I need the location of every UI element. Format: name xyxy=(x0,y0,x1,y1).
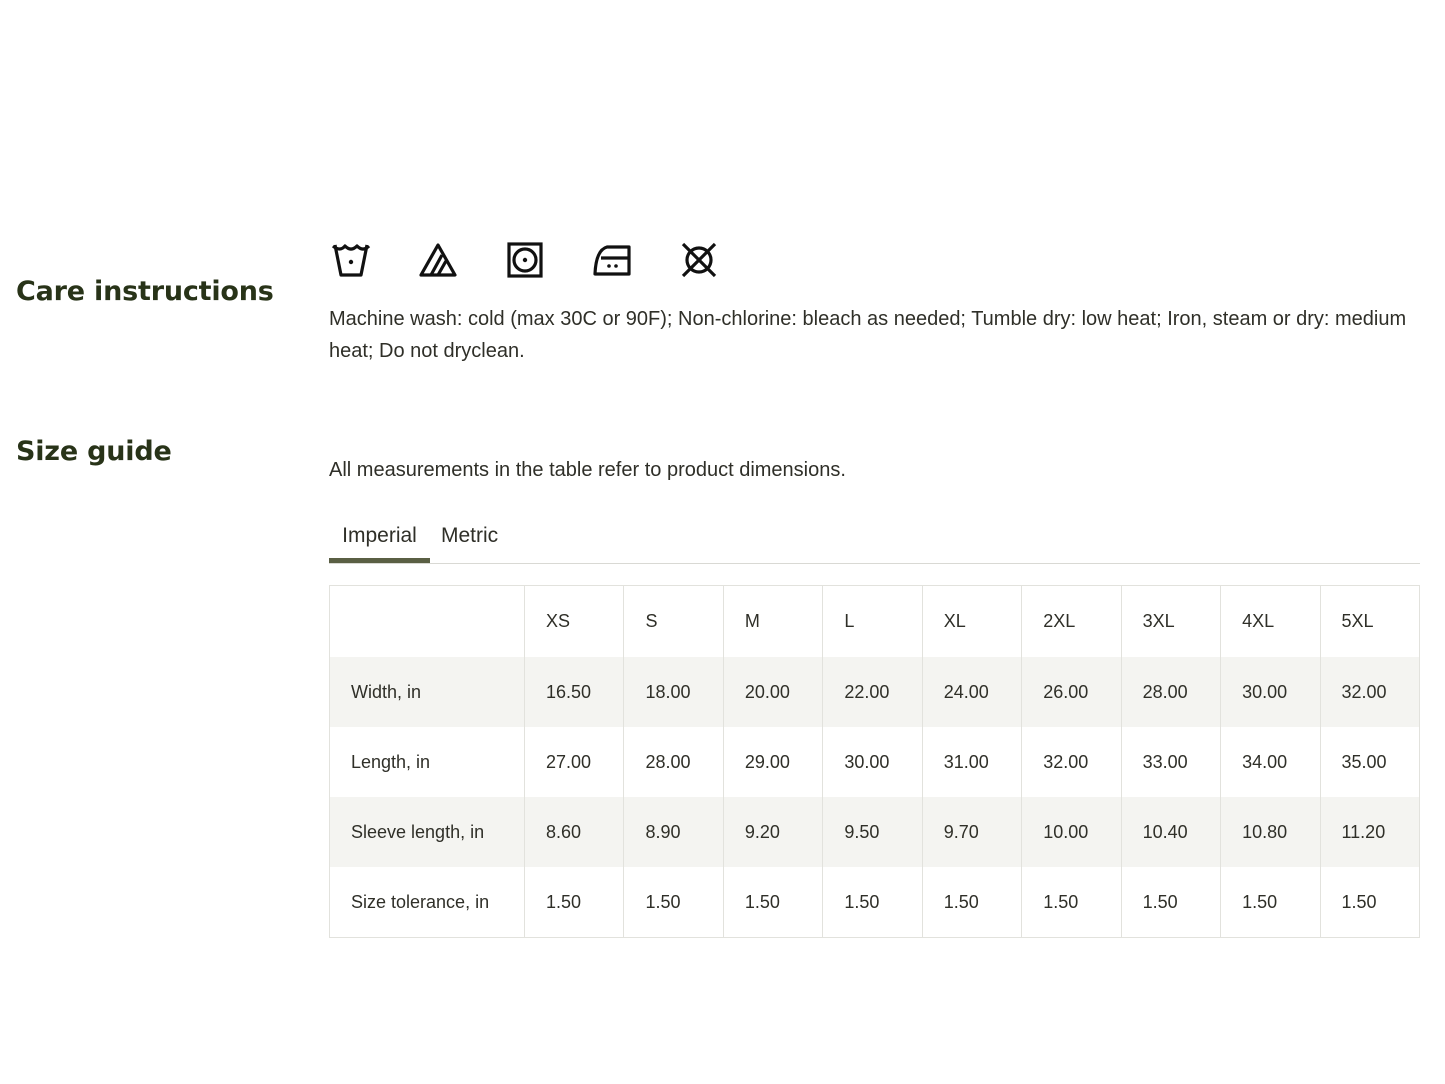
table-cell: 28.00 xyxy=(624,727,723,797)
unit-tabs xyxy=(329,518,1420,564)
do-not-dryclean-icon xyxy=(678,240,720,280)
table-cell: 30.00 xyxy=(823,727,922,797)
column-header: L xyxy=(823,586,922,658)
table-cell: 18.00 xyxy=(624,657,723,727)
table-cell: 35.00 xyxy=(1320,727,1420,797)
table-cell: 10.00 xyxy=(1022,797,1121,867)
table-cell: 9.20 xyxy=(723,797,822,867)
table-row xyxy=(330,727,1420,797)
table-cell: 8.90 xyxy=(624,797,723,867)
table-cell: 1.50 xyxy=(624,867,723,938)
size-guide-heading: Size guide xyxy=(16,436,172,467)
column-header: S xyxy=(624,586,723,658)
table-cell: 1.50 xyxy=(922,867,1021,938)
table-header-row xyxy=(330,586,1420,658)
table-cell: 9.50 xyxy=(823,797,922,867)
column-header: XL xyxy=(922,586,1021,658)
table-cell: 26.00 xyxy=(1022,657,1121,727)
size-table xyxy=(329,585,1420,938)
table-cell: 1.50 xyxy=(1320,867,1420,938)
row-label: Length, in xyxy=(351,751,431,772)
table-cell: 32.00 xyxy=(1022,727,1121,797)
row-label: Sleeve length, in xyxy=(330,797,525,867)
table-cell: 33.00 xyxy=(1121,727,1220,797)
table-cell: 30.00 xyxy=(1221,657,1320,727)
table-cell: 1.50 xyxy=(1221,867,1320,938)
table-cell: 31.00 xyxy=(922,727,1021,797)
tab-imperial[interactable]: Imperial xyxy=(329,518,430,563)
table-cell: 24.00 xyxy=(922,657,1021,727)
table-cell: 1.50 xyxy=(723,867,822,938)
wash-cold-icon xyxy=(330,240,372,280)
tab-metric[interactable]: Metric xyxy=(441,524,499,547)
tumble-dry-low-icon xyxy=(504,240,546,280)
table-cell: 1.50 xyxy=(1121,867,1220,938)
column-header: XS xyxy=(525,586,624,658)
column-header: 4XL xyxy=(1221,586,1320,658)
table-row xyxy=(330,867,1420,938)
table-cell: 1.50 xyxy=(1022,867,1121,938)
table-cell: 32.00 xyxy=(1320,657,1420,727)
table-cell: 29.00 xyxy=(723,727,822,797)
column-header: M xyxy=(723,586,822,658)
table-cell: 27.00 xyxy=(525,727,624,797)
iron-medium-icon xyxy=(591,240,633,280)
table-cell: 10.40 xyxy=(1121,797,1220,867)
table-cell: 34.00 xyxy=(1221,727,1320,797)
table-cell: 16.50 xyxy=(525,657,624,727)
table-cell: 11.20 xyxy=(1320,797,1420,867)
table-cell: 1.50 xyxy=(823,867,922,938)
column-header: 2XL xyxy=(1022,586,1121,658)
size-guide-intro: All measurements in the table refer to product dimensions. xyxy=(329,459,846,481)
table-cell: 28.00 xyxy=(1121,657,1220,727)
care-icons xyxy=(330,240,765,280)
row-label: Width, in xyxy=(330,657,525,727)
care-instructions-heading: Care instructions xyxy=(16,276,274,307)
table-cell: 9.70 xyxy=(922,797,1021,867)
table-row xyxy=(330,657,1420,727)
row-label: Size tolerance, in xyxy=(351,891,490,912)
table-cell: 10.80 xyxy=(1221,797,1320,867)
non-chlorine-bleach-icon xyxy=(417,240,459,280)
table-cell: 1.50 xyxy=(525,867,624,938)
table-row xyxy=(330,797,1420,867)
table-cell: 8.60 xyxy=(525,797,624,867)
column-header xyxy=(330,586,525,658)
column-header: 5XL xyxy=(1320,586,1420,658)
column-header: 3XL xyxy=(1121,586,1220,658)
care-instructions-text: Machine wash: cold (max 30C or 90F); Non-chlorine: bleach as needed; Tumble dry: low heat; Iron, steam or dry: medium heat; Do not dryclean. xyxy=(329,308,1407,362)
table-cell: 20.00 xyxy=(723,657,822,727)
table-cell: 22.00 xyxy=(823,657,922,727)
